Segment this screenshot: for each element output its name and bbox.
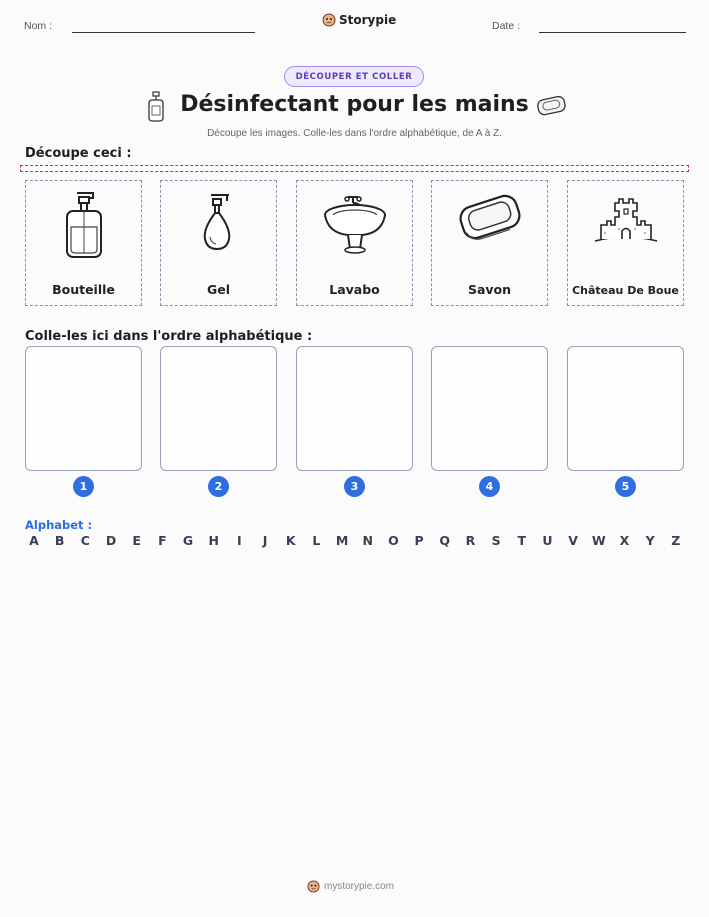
alphabet-letter: T: [517, 533, 527, 548]
alphabet-letter: B: [54, 533, 65, 548]
slot-number-badge: 3: [344, 476, 365, 497]
paste-slot-5[interactable]: [567, 346, 684, 471]
alphabet-letter: K: [285, 533, 296, 548]
paste-section-label: Colle-les ici dans l'ordre alphabétique :: [25, 329, 313, 344]
alphabet-letter: M: [335, 533, 349, 548]
name-label: Nom :: [24, 20, 53, 32]
paste-slot-3[interactable]: [296, 346, 413, 471]
alphabet-letter: Z: [671, 533, 681, 548]
soap-bar-icon: [455, 189, 525, 245]
sandcastle-icon: [593, 189, 659, 247]
alphabet-letter: E: [132, 533, 141, 548]
alphabet-letter: F: [158, 533, 167, 548]
page-title: Désinfectant pour les mains: [180, 92, 529, 117]
slot-number-badge: 4: [479, 476, 500, 497]
card-label: Savon: [467, 282, 512, 297]
cut-card-lavabo[interactable]: [296, 180, 413, 306]
name-line: [72, 32, 255, 33]
brand-name: Storypie: [339, 13, 397, 27]
alphabet-letter: O: [388, 533, 399, 548]
activity-badge: DÉCOUPER ET COLLER: [284, 66, 424, 87]
alphabet-label: Alphabet :: [25, 518, 93, 532]
alphabet-letter: I: [237, 533, 242, 548]
brand-logo: [322, 13, 396, 27]
alphabet-letter: V: [568, 533, 578, 548]
alphabet-letter: X: [619, 533, 630, 548]
alphabet-letter: Y: [645, 533, 655, 548]
paste-slot-1[interactable]: [25, 346, 142, 471]
alphabet-letter: H: [208, 533, 219, 548]
alphabet-letter: J: [262, 533, 268, 548]
card-label: Bouteille: [52, 282, 115, 297]
sink-icon: [320, 189, 390, 255]
alphabet-letter: A: [29, 533, 39, 548]
alphabet-letter: G: [182, 533, 194, 548]
alphabet-letter: N: [362, 533, 373, 548]
alphabet-letter: L: [312, 533, 321, 548]
slot-number-badge: 1: [73, 476, 94, 497]
footer: [307, 880, 394, 893]
card-label: Gel: [206, 282, 231, 297]
alphabet-letter: P: [414, 533, 424, 548]
cut-card-bouteille[interactable]: [25, 180, 142, 306]
date-line: [539, 32, 686, 33]
alphabet-letter: S: [491, 533, 501, 548]
card-label: Lavabo: [329, 282, 380, 297]
cut-section-label: Découpe ceci :: [25, 146, 132, 161]
alphabet-letter: R: [465, 533, 476, 548]
instructions: Découpe les images. Colle-les dans l'ordre alphabétique, de A à Z.: [207, 128, 502, 139]
date-label: Date :: [492, 20, 521, 32]
cut-card-chateau-de-boue[interactable]: [567, 180, 684, 306]
soap-icon: [536, 94, 568, 122]
cut-line: [20, 165, 689, 172]
slot-number-badge: 2: [208, 476, 229, 497]
storypie-mascot-icon: [307, 880, 320, 893]
storypie-mascot-icon: [322, 13, 336, 27]
slot-number-badge: 5: [615, 476, 636, 497]
card-label: Château De Boue: [572, 284, 679, 297]
pump-bottle-icon: [59, 189, 109, 261]
paste-slot-2[interactable]: [160, 346, 277, 471]
paste-slot-4[interactable]: [431, 346, 548, 471]
alphabet-letter: W: [591, 533, 606, 548]
footer-url[interactable]: mystorypie.com: [324, 881, 395, 892]
alphabet-row: [25, 533, 685, 548]
alphabet-letter: U: [542, 533, 553, 548]
gel-dropper-icon: [197, 189, 241, 253]
cut-card-gel[interactable]: [160, 180, 277, 306]
alphabet-letter: Q: [439, 533, 451, 548]
alphabet-letter: D: [105, 533, 117, 548]
cut-card-savon[interactable]: [431, 180, 548, 306]
alphabet-letter: C: [80, 533, 90, 548]
